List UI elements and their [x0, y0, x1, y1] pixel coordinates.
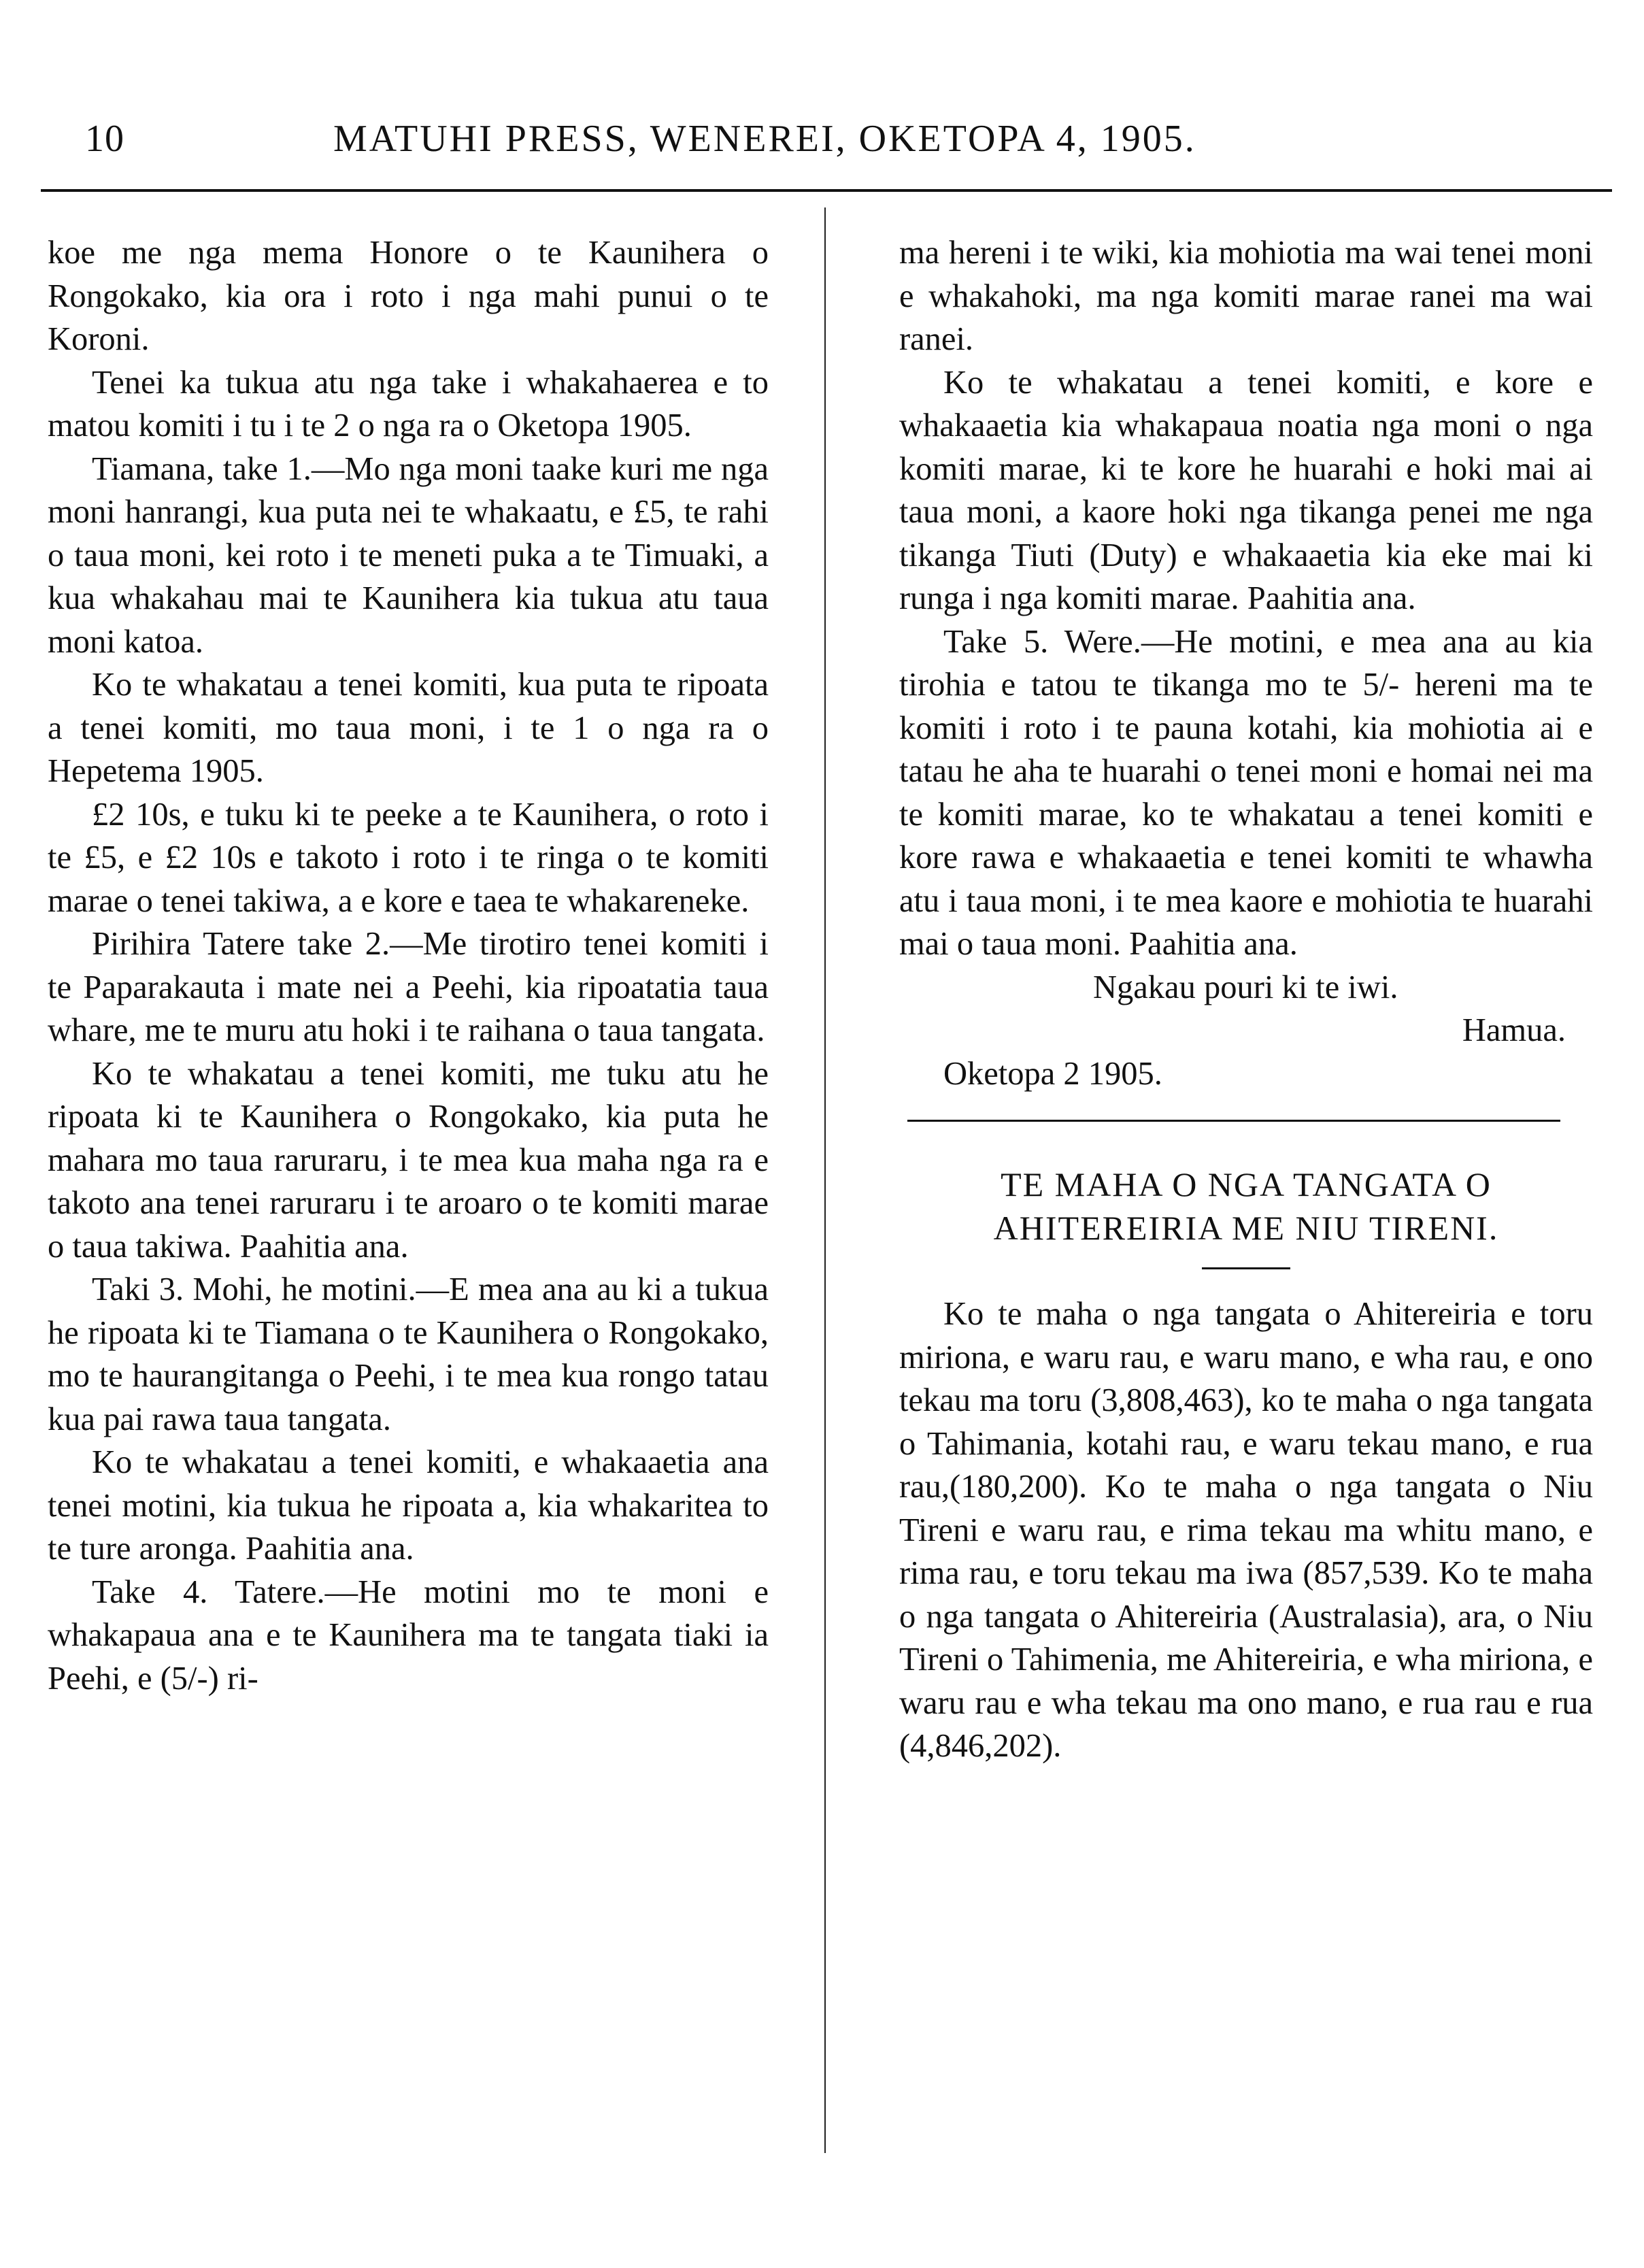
paragraph: koe me nga mema Honore o te Kaunihera o Rongokako, kia ora i roto i nga mahi punui o te Koroni.: [48, 235, 769, 357]
paragraph: £2 10s, e tuku ki te peeke a te Kaunihera, o roto i te £5, e £2 10s e takoto i roto i te ringa o te komiti marae o tenei takiwa, a e kore e taea te whakareneke.: [48, 796, 769, 919]
paragraph: Tiamana, take 1.—Mo nga moni taake kuri me nga moni hanrangi, kua puta nei te whakaatu, e £5, te rahi o taua moni, kei roto i te meneti puka a te Timuaki, a kua whakahau mai te Kaunihera kia tukua atu taua moni katoa.: [48, 450, 769, 660]
paragraph: Ko te whakatau a tenei komiti, e whakaaetia ana tenei motini, kia tukua he ripoata a, kia whakaritea to te ture aronga. Paahitia ana.: [48, 1444, 769, 1567]
paragraph: Tenei ka tukua atu nga take i whakahaerea e to matou komiti i tu i te 2 o nga ra o Oketopa 1905.: [48, 364, 769, 444]
masthead: MATUHI PRESS, WENEREI, OKETOPA 4, 1905.: [333, 118, 1196, 160]
page-header: [41, 117, 1381, 165]
paragraph: Take 4. Tatere.—He motini mo te moni e whakapaua ana e te Kaunihera ma te tangata tiaki ia Peehi, e (5/-) ri-: [48, 1573, 769, 1697]
paragraph: Pirihira Tatere take 2.—Me tirotiro tenei komiti i te Paparakauta i mate nei a Peehi, kia ripoatatia taua whare, me te muru atu hoki i te raihana o taua tangata.: [48, 926, 769, 1048]
paragraph: Ko te whakatau a tenei komiti, kua puta te ripoata a tenei komiti, mo taua moni, i te 1 o nga ra o Hepetema 1905.: [48, 667, 769, 789]
header-rule: [41, 189, 1612, 192]
paragraph: Ko te whakatau a tenei komiti, me tuku atu he ripoata ki te Kaunihera o Rongokako, kia puta he mahara mo taua raruraru, i te mea kua maha nga ra e takoto ana tenei raruraru i te aroaro o te komiti marae o taua takiwa. Paahitia ana.: [48, 1055, 769, 1265]
right-column: [899, 231, 1593, 1768]
paragraph: Take 5. Were.—He motini, e mea ana au kia tirohia e tatou te tikanga mo te 5/- hereni ma te komiti i roto i te pauna kotahi, kia mohiotia ai e tatau he aha te huarahi o tenei moni e homai nei ma te komiti marae, ko te whakatau a tenei komiti e kore rawa e whakaaetia e tenei komiti te whawha atu i taua moni, i te mea kaore e mohiotia te huarahi mai o taua moni. Paahitia ana.: [899, 623, 1593, 962]
paragraph: Taki 3. Mohi, he motini.—E mea ana au ki a tukua he ripoata ki te Tiamana o te Kaunihera o Rongokako, mo te haurangitanga o Peehi, i te mea kua rongo tatau kua pai rawa taua tangata.: [48, 1271, 769, 1437]
letter-date: Oketopa 2 1905.: [943, 1055, 1162, 1092]
paragraph: ma hereni i te wiki, kia mohiotia ma wai tenei moni e whakahoki, ma nga komiti marae ranei ma wai ranei.: [899, 235, 1593, 357]
section-rule: [907, 1120, 1560, 1122]
column-divider: [824, 207, 826, 2153]
signoff: Ngakau pouri ki te iwi.: [1093, 969, 1398, 1005]
paragraph: Ko te whakatau a tenei komiti, e kore e whakaaetia kia whakapaua noatia nga moni o nga komiti marae, ki te kore he huarahi e hoki mai ai taua moni, a kaore hoki nga tikanga penei me nga tikanga Tiuti (Duty) e whakaaetia kia eke mai ki runga i nga komiti marae. Paahitia ana.: [899, 364, 1593, 616]
signer-name: Hamua.: [1462, 1012, 1566, 1048]
page-number: 10: [85, 118, 124, 160]
article-title: TE MAHA O NGA TANGATA O AHITEREIRIA ME NIU TIRENI.: [993, 1165, 1499, 1247]
article-body: Ko te maha o nga tangata o Ahitereiria e toru miriona, e waru rau, e waru mano, e wha rau, e ono tekau ma toru (3,808,463), ko te maha o nga tangata o Tahimania, kotahi rau, e waru tekau mano, e rua rau,(180,200). Ko te maha o nga tangata o Niu Tireni e waru rau, e rima tekau ma whitu mano, e rima rau, e toru tekau ma iwa (857,539. Ko te maha o nga tangata o Ahitereiria (Australasia), ara, o Niu Tireni o Tahimenia, me Ahitereiria, e wha miriona, e waru rau e wha tekau ma ono mano, e rua rau e rua (4,846,202).: [899, 1296, 1593, 1764]
left-column: [48, 231, 769, 1700]
title-rule: [1202, 1267, 1290, 1269]
